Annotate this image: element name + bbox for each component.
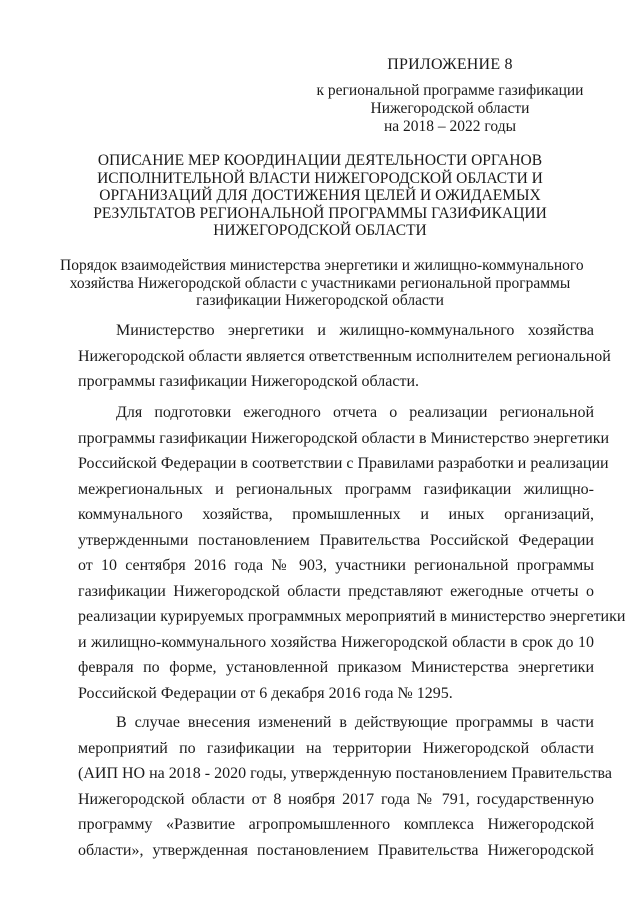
paragraph-line: программы газификации Нижегородской области. — [78, 373, 420, 390]
subtitle-line: хозяйства Нижегородской области с участниками региональной программы — [69, 274, 571, 292]
paragraph-1 — [78, 318, 611, 395]
paragraph-line: февраля по форме, установленной приказом Министерства энергетики — [78, 659, 594, 676]
title-line: ИСПОЛНИТЕЛЬНОЙ ВЛАСТИ НИЖЕГОРОДСКОЙ ОБЛАСТИ И — [97, 169, 543, 187]
paragraph-line: программу «Развитие агропромышленного комплекса Нижегородской — [78, 816, 594, 833]
subtitle-line: Порядок взаимодействия министерства энергетики и жилищно-коммунального — [60, 257, 584, 274]
subtitle-line: газификации Нижегородской области — [196, 292, 444, 310]
paragraph-line: Нижегородской области от 8 ноября 2017 года № 791, государственную — [78, 790, 594, 808]
paragraph-line: межрегиональных и региональных программ газификации жилищно- — [78, 480, 594, 498]
title-line: НИЖЕГОРОДСКОЙ ОБЛАСТИ — [213, 222, 427, 240]
appendix-line: к региональной программе газификации — [316, 82, 584, 99]
paragraph-line: реализации курируемых программных мероприятий в министерство энергетики — [78, 608, 626, 625]
paragraph-line: Российской Федерации от 6 декабря 2016 года № 1295. — [78, 684, 453, 702]
paragraph-line: В случае внесения изменений в действующие программы в части — [116, 714, 594, 731]
paragraph-line: программы газификации Нижегородской области в Министерство энергетики — [78, 429, 610, 447]
paragraph-2 — [78, 400, 626, 706]
paragraph-line: Нижегородской области является ответственным исполнителем региональной — [78, 347, 611, 365]
paragraph-line: газификации Нижегородской области представляют ежегодные отчеты о — [78, 582, 594, 600]
paragraph-line: коммунального хозяйства, промышленных и иных организаций, — [78, 506, 594, 523]
paragraph-line: Министерство энергетики и жилищно-коммунального хозяйства — [116, 322, 594, 339]
paragraph-line: и жилищно-коммунального хозяйства Нижегородской области в срок до 10 — [78, 633, 594, 651]
paragraph-line: области», утвержденная постановлением Правительства Нижегородской — [78, 841, 594, 859]
paragraph-line: Для подготовки ежегодного отчета о реализации региональной — [116, 404, 594, 421]
appendix-line: на 2018 – 2022 годы — [384, 118, 516, 135]
paragraph-line: мероприятий по газификации на территории Нижегородской области — [78, 739, 594, 757]
paragraph-3 — [78, 710, 612, 863]
paragraph-line: утвержденными постановлением Правительства Российской Федерации — [78, 531, 594, 549]
paragraph-line: от 10 сентября 2016 года № 903, участники региональной программы — [78, 557, 594, 574]
paragraph-line: (АИП НО на 2018 - 2020 годы, утвержденную постановлением Правительства — [78, 765, 612, 782]
appendix-line: Нижегородской области — [370, 100, 530, 117]
title-line: РЕЗУЛЬТАТОВ РЕГИОНАЛЬНОЙ ПРОГРАММЫ ГАЗИФИКАЦИИ — [93, 204, 547, 222]
title-line: ОРГАНИЗАЦИЙ ДЛЯ ДОСТИЖЕНИЯ ЦЕЛЕЙ И ОЖИДАЕМЫХ — [99, 187, 541, 205]
appendix-number: ПРИЛОЖЕНИЕ 8 — [387, 56, 513, 73]
title-line: ОПИСАНИЕ МЕР КООРДИНАЦИИ ДЕЯТЕЛЬНОСТИ ОРГАНОВ — [97, 152, 543, 169]
document-title — [60, 152, 580, 240]
section-subtitle — [60, 257, 584, 310]
paragraph-line: Российской Федерации в соответствии с Правилами разработки и реализации — [78, 455, 609, 472]
